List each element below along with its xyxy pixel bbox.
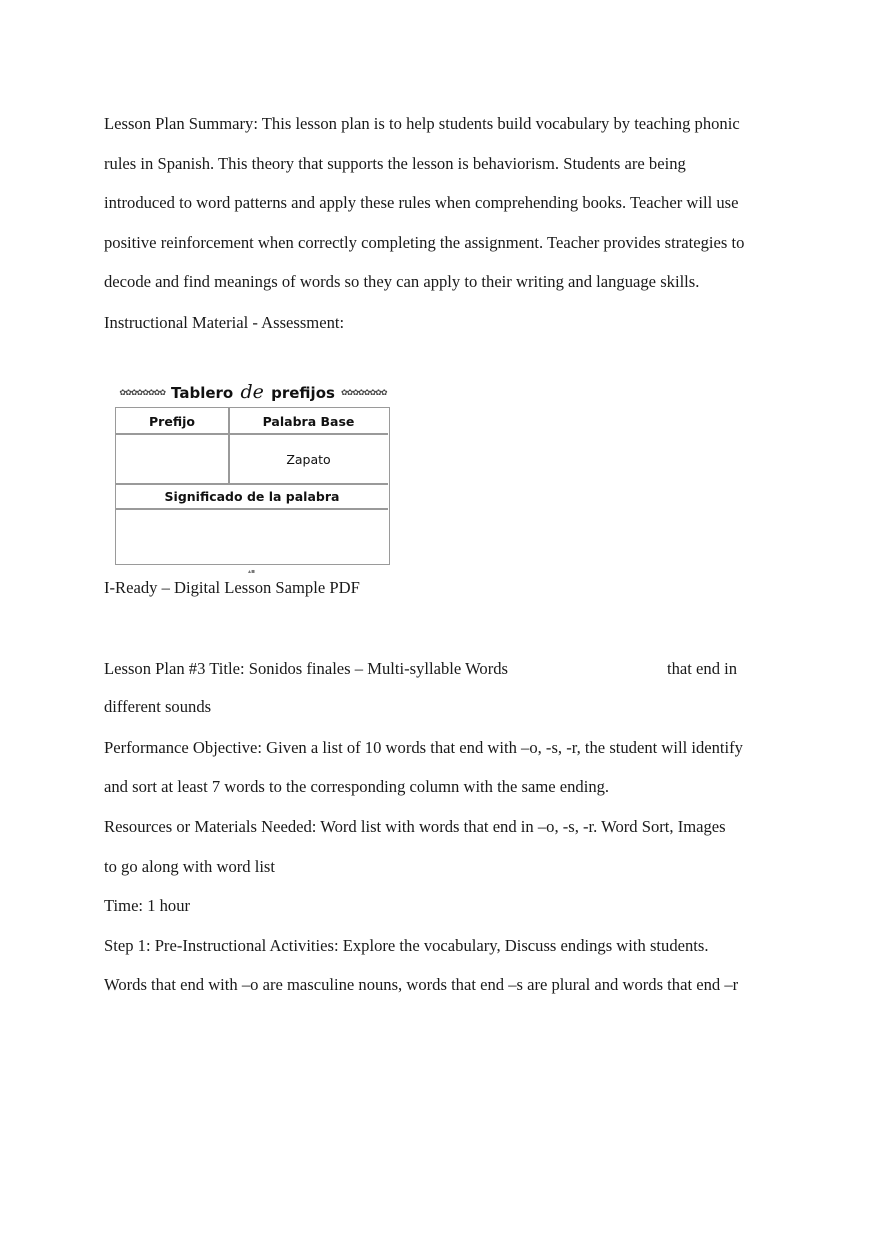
summary-line-5: decode and find meanings of words so they can apply to their writing and language skills.	[104, 272, 700, 291]
prefix-board-header	[113, 378, 393, 406]
figure-caption: I-Ready – Digital Lesson Sample PDF	[104, 578, 360, 597]
decorative-flourish-right: ✿✿✿✿✿✿✿✿	[340, 387, 387, 397]
resources-line-1: Resources or Materials Needed: Word list with words that end in –o, -s, -r. Word Sort, Images	[104, 817, 726, 836]
prefix-board-table	[115, 407, 390, 565]
meaning-header: Significado de la palabra	[164, 489, 340, 504]
lesson-3-title: Lesson Plan #3 Title: Sonidos finales – Multi-syllable Words	[104, 659, 508, 678]
step-1-line-2: Words that end with –o are masculine nouns, words that end –s are plural and words that end –r	[104, 975, 739, 994]
summary-line-1: Lesson Plan Summary: This lesson plan is to help students build vocabulary by teaching phonic	[104, 114, 740, 133]
time-line: Time: 1 hour	[104, 896, 191, 915]
prefix-answer-cell	[116, 434, 228, 484]
summary-line-2: rules in Spanish. This theory that supports the lesson is behaviorism. Students are being	[104, 154, 686, 173]
prefix-board-image	[113, 378, 393, 574]
base-word-cell: Zapato	[286, 451, 331, 467]
image-footer-mark: ▴▪	[248, 568, 256, 575]
lesson-3-title-continued: different sounds	[104, 697, 212, 716]
meaning-answer-cell	[116, 509, 388, 564]
objective-line-1: Performance Objective: Given a list of 10 words that end with –o, -s, -r, the student will identify	[104, 738, 743, 757]
resources-line-2: to go along with word list	[104, 857, 276, 876]
prefix-board-title: Tablero de prefijos	[171, 381, 335, 403]
decorative-flourish-left: ✿✿✿✿✿✿✿✿	[119, 387, 166, 397]
step-1-line-1: Step 1: Pre-Instructional Activities: Explore the vocabulary, Discuss endings with students.	[104, 936, 709, 955]
summary-line-3: introduced to word patterns and apply these rules when comprehending books. Teacher will use	[104, 193, 739, 212]
instructional-material-heading: Instructional Material - Assessment:	[104, 313, 345, 332]
prefix-column-header: Prefijo	[149, 413, 195, 429]
summary-line-4: positive reinforcement when correctly completing the assignment. Teacher provides strategies to	[104, 233, 745, 252]
objective-line-2: and sort at least 7 words to the corresponding column with the same ending.	[104, 777, 610, 796]
base-word-column-header: Palabra Base	[262, 413, 355, 429]
lesson-3-title-tail: that end in	[667, 659, 738, 678]
